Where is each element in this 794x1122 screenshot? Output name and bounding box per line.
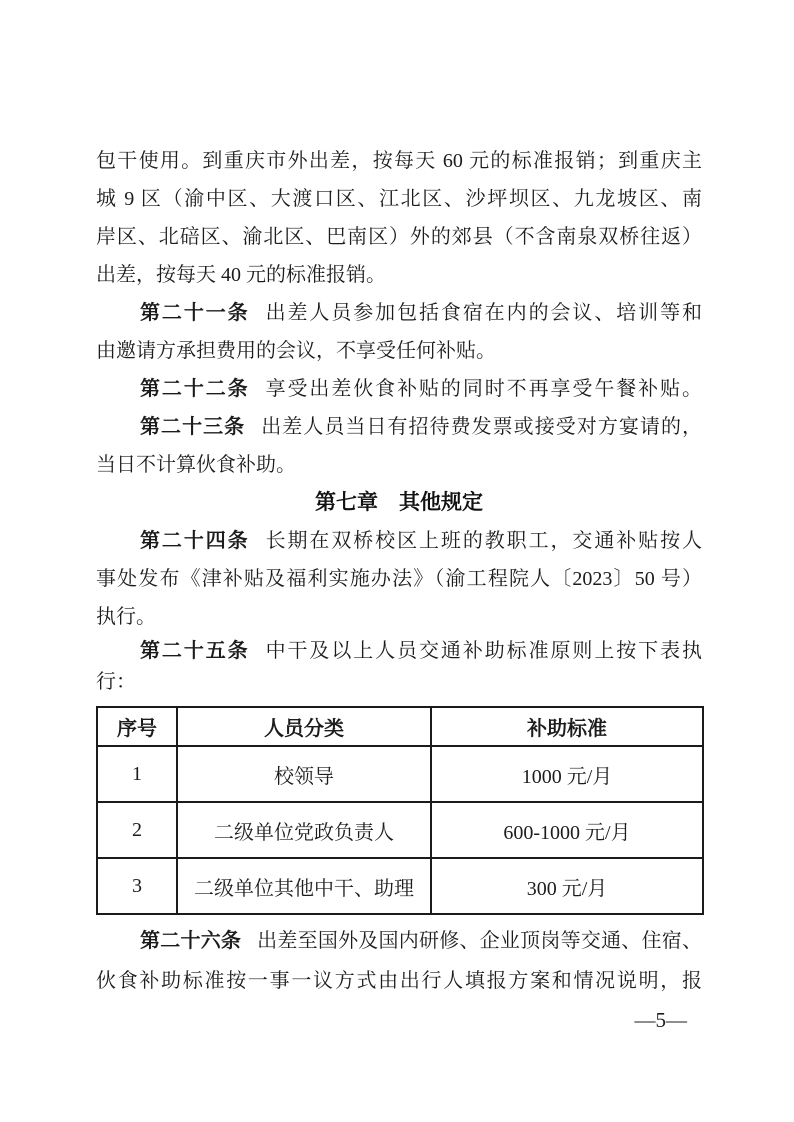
body-line [96, 921, 702, 961]
body-line: 由邀请方承担费用的会议，不享受任何补贴。 [96, 340, 496, 362]
body-line: 岸区、北碚区、渝北区、巴南区）外的郊县（不含南泉双桥往返） [96, 226, 702, 248]
article-text: 出差人员当日有招待费发票或接受对方宴请的， [261, 416, 703, 438]
subsidy-table [96, 706, 704, 915]
table-row [97, 746, 703, 802]
document-body [96, 0, 702, 1001]
body-line: 包干使用。到重庆市外出差，按每天 60 元的标准报销；到重庆主 [96, 150, 702, 172]
table-cell: 1000 元/月 [431, 746, 703, 802]
table-cell: 3 [97, 858, 177, 914]
article-number: 第二十三条 [140, 416, 246, 438]
body-line: 事处发布《津补贴及福利实施办法》（渝工程院人〔2023〕50 号） [96, 568, 702, 590]
article-number: 第二十四条 [140, 530, 250, 552]
table-cell: 二级单位其他中干、助理 [177, 858, 431, 914]
article-number: 第二十五条 [140, 640, 250, 662]
paragraph-article-23 [96, 408, 702, 484]
body-line [96, 294, 702, 332]
article-number: 第二十一条 [140, 302, 250, 324]
table-header-cell: 人员分类 [177, 707, 431, 746]
article-text: 长期在双桥校区上班的教职工，交通补贴按人 [265, 530, 703, 552]
table-row [97, 802, 703, 858]
article-text: 出差至国外及国内研修、企业顶岗等交通、住宿、 [257, 930, 703, 952]
table-header-cell: 序号 [97, 707, 177, 746]
paragraph-per-diem [96, 142, 702, 294]
table-cell: 1 [97, 746, 177, 802]
body-line [96, 408, 702, 446]
article-text: 享受出差伙食补贴的同时不再享受午餐补贴。 [265, 378, 703, 400]
paragraph-article-25 [96, 636, 702, 698]
article-text: 中干及以上人员交通补助标准原则上按下表执 [265, 640, 703, 662]
paragraph-article-21 [96, 294, 702, 370]
body-line: 执行。 [96, 606, 156, 628]
table-cell: 二级单位党政负责人 [177, 802, 431, 858]
body-line [96, 522, 702, 560]
table-row [97, 858, 703, 914]
body-line [96, 636, 702, 667]
table-cell: 300 元/月 [431, 858, 703, 914]
body-line: 出差，按每天 40 元的标准报销。 [96, 264, 386, 286]
body-line: 当日不计算伙食补助。 [96, 454, 296, 476]
chapter-heading: 第七章 其他规定 [315, 491, 483, 514]
table-header-cell: 补助标准 [431, 707, 703, 746]
article-number: 第二十六条 [140, 930, 242, 952]
table-cell: 600-1000 元/月 [431, 802, 703, 858]
table-header-row [97, 707, 703, 746]
paragraph-article-24 [96, 522, 702, 636]
body-line: 行： [96, 671, 136, 693]
body-line: 伙食补助标准按一事一议方式由出行人填报方案和情况说明，报 [96, 970, 702, 992]
paragraph-article-26 [96, 921, 702, 1001]
table-cell: 2 [97, 802, 177, 858]
article-text: 出差人员参加包括食宿在内的会议、培训等和 [265, 302, 703, 324]
table-cell: 校领导 [177, 746, 431, 802]
article-number: 第二十二条 [140, 378, 250, 400]
paragraph-article-22 [96, 370, 702, 408]
body-line [96, 370, 702, 408]
page-number: —5— [634, 1008, 687, 1032]
body-line: 城 9 区（渝中区、大渡口区、江北区、沙坪坝区、九龙坡区、南 [96, 188, 702, 210]
